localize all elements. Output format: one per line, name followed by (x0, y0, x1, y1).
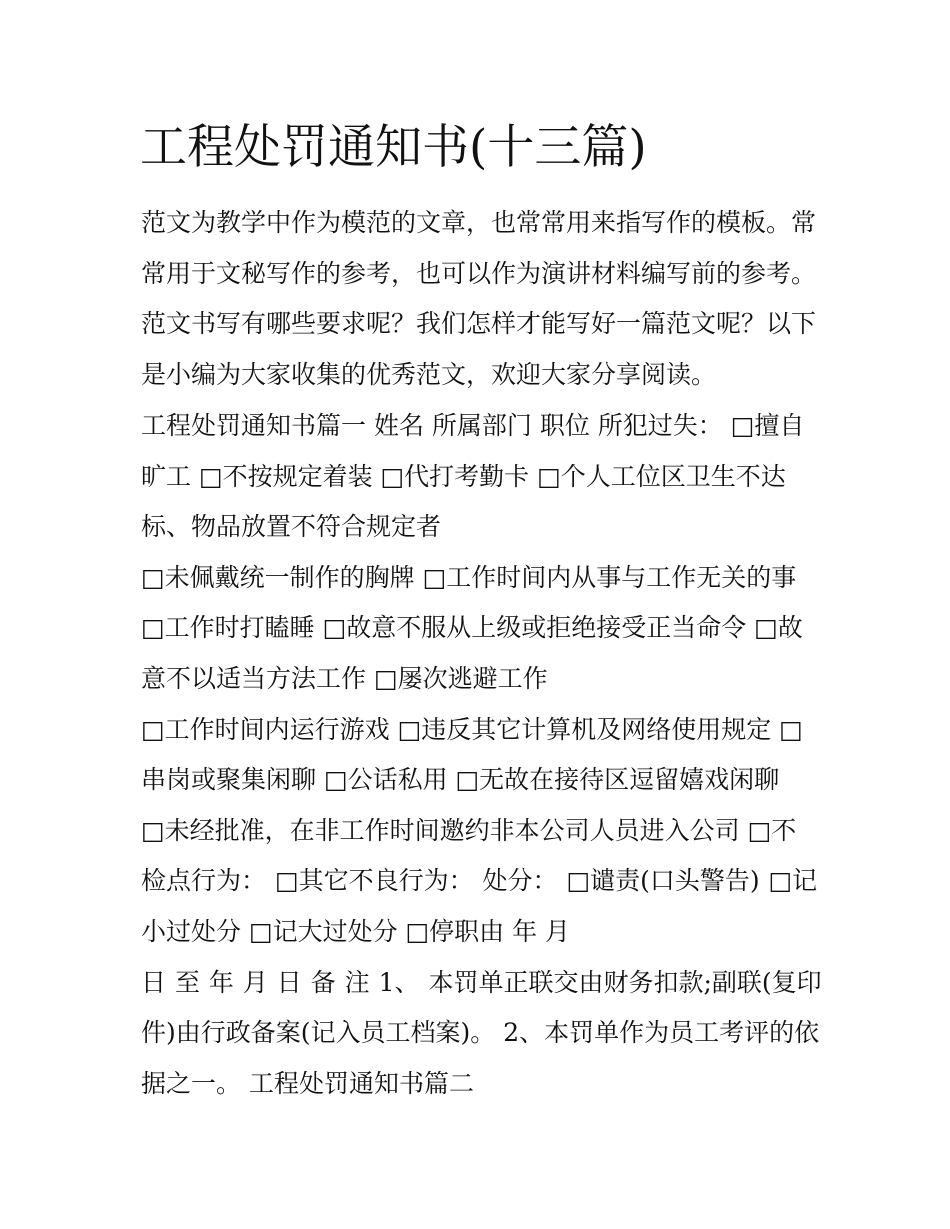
paragraph-line: 常用于文秘写作的参考，也可以作为演讲材料编写前的参考。 (141, 259, 817, 288)
paragraph-line: 据之一。 工程处罚通知书篇二 (141, 1069, 474, 1098)
paragraph-line: □工作时间内运行游戏 □违反其它计算机及网络使用规定 □ (141, 715, 803, 744)
paragraph-line: 范文为教学中作为模范的文章，也常常用来指写作的模板。常 (141, 208, 817, 237)
document-title: 工程处罚通知书(十三篇) (140, 120, 647, 175)
paragraph-line: 串岗或聚集闲聊 □公话私用 □无故在接待区逗留嬉戏闲聊 (141, 765, 780, 794)
paragraph-line: 日 至 年 月 日 备 注 1、 本罚单正联交由财务扣款;副联(复印 (141, 968, 822, 997)
paragraph-line: 标、物品放置不符合规定者 (141, 512, 442, 541)
paragraph-line: 意不以适当方法工作 □屡次逃避工作 (141, 664, 548, 693)
paragraph-line: □未经批准，在非工作时间邀约非本公司人员进入公司 □不 (141, 816, 797, 845)
paragraph-line: 小过处分 □记大过处分 □停职由 年 月 (141, 917, 571, 946)
paragraph-line: 旷工 □不按规定着装 □代打考勤卡 □个人工位区卫生不达 (141, 462, 786, 491)
paragraph-line: □工作时打瞌睡 □故意不服从上级或拒绝接受正当命令 □故 (141, 613, 803, 642)
paragraph-line: 件)由行政备案(记入员工档案)。 2、本罚单作为员工考评的依 (141, 1018, 820, 1047)
paragraph-line: □未佩戴统一制作的胸牌 □工作时间内从事与工作无关的事 (141, 563, 797, 592)
paragraph-line: 是小编为大家收集的优秀范文，欢迎大家分享阅读。 (141, 360, 717, 389)
paragraph-line: 检点行为： □其它不良行为： 处分： □谴责(口头警告) □记 (141, 866, 818, 895)
paragraph-line: 工程处罚通知书篇一 姓名 所属部门 职位 所犯过失： □擅自 (141, 411, 805, 440)
paragraph-line: 范文书写有哪些要求呢？我们怎样才能写好一篇范文呢？以下 (141, 309, 817, 338)
